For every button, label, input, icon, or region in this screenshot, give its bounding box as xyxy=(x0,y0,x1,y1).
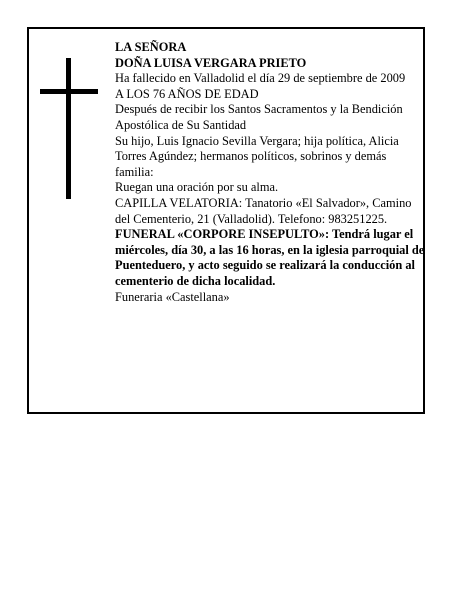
cross-vertical-bar xyxy=(66,58,71,199)
notice-title: LA SEÑORA xyxy=(115,40,187,54)
sacraments-line: Después de recibir los Santos Sacramentos y la Bendición Apostólica de Su Santidad xyxy=(115,102,403,132)
funeral-info: FUNERAL «CORPORE INSEPULTO»: Tendrá lugar el miércoles, día 30, a las 16 horas, en la iglesia parroquial de Puenteduero, y acto seguido se realizará la conducción al cementerio de dicha localidad. xyxy=(115,227,425,288)
deceased-name: DOÑA LUISA VERGARA PRIETO xyxy=(115,55,307,70)
notice-text xyxy=(115,40,425,305)
death-info: Ha fallecido en Valladolid el día 29 de septiembre de 2009 xyxy=(115,71,406,86)
family-line: Su hijo, Luis Ignacio Sevilla Vergara; hija política, Alicia Torres Agúndez; hermanos políticos, sobrinos y demás familia: xyxy=(115,133,399,179)
funeral-home: Funeraria «Castellana» xyxy=(115,289,230,304)
cross-horizontal-bar xyxy=(40,89,98,94)
prayer-request: Ruegan una oración por su alma. xyxy=(115,180,279,195)
obituary-notice xyxy=(27,27,425,414)
age-line: A LOS 76 AÑOS DE EDAD xyxy=(115,86,259,101)
latin-cross-icon xyxy=(40,58,98,199)
chapel-info: CAPILLA VELATORIA: Tanatorio «El Salvador», Camino del Cementerio, 21 (Valladolid). Telefono: 983251225. xyxy=(115,195,412,226)
